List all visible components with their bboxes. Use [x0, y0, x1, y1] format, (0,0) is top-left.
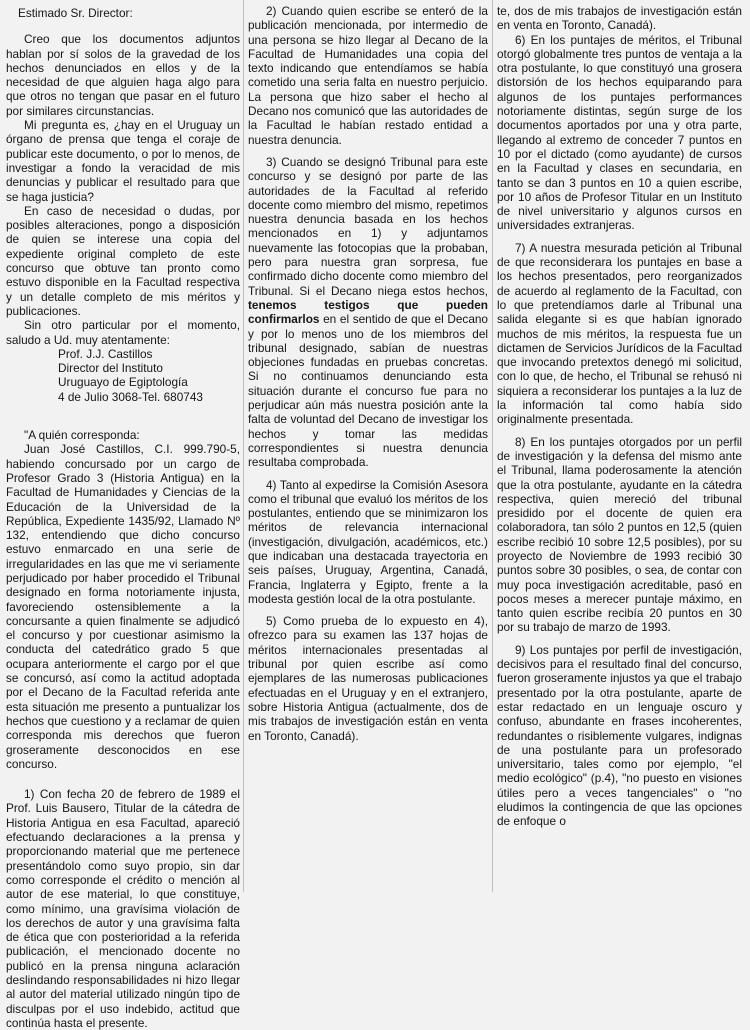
letter-paragraph-2: Mi pregunta es, ¿hay en el Uruguay un órgano de prensa que tenga el coraje de publicar este documento, o por lo menos, de investigar a fondo la veracidad de mis denuncias y publicar el resultado para que se haga justicia?: [6, 118, 240, 204]
complaint-point-1: 1) Con fecha 20 de febrero de 1989 el Prof. Luis Bausero, Titular de la cátedra de Historia Antigua en esa Facultad, apareció efectuando declaraciones a la prensa y proporcionando material que me pertenece presentándolo como suyo propio, sin dar como corresponde el crédito o mención al autor de ese material, lo que constituye, como mínimo, una gravísima violación de los derechos de autor y una gravísima falta de ética que con posterioridad a la referida publicación, el mencionado docente no publicó en la prensa ninguna aclaración deslindando responsabilidades ni hizo llegar al autor del material utilizado ningún tipo de disculpas por el uso indebido, actitud que continúa hasta el presente.: [6, 787, 240, 1030]
signature-address: 4 de Julio 3068-Tel. 680743: [58, 389, 203, 404]
column-left: [6, 4, 240, 1030]
complaint-point-8: 8) En los puntajes otorgados por un perfil de investigación y la defensa del mismo ante el Tribunal, llama poderosamente la atención que la otra postulante, ayudante en la cátedra respectiva, quien mereció del tribunal presidido por el docente de quien era colaboradora, tan sólo 2 puntos en 12,5 (quien escribe recibió 10 sobre 12,5 posibles), por su proyecto de Noviembre de 1993 recibió 30 puntos sobre 30 posibles, o sea, de contar con muy poca investigación acreditable, pasó en pocos meses a merecer puntaje máximo, en tanto quien escribe recibía 20 puntos en 30 por su trabajo de marzo de 1993.: [497, 434, 742, 635]
complaint-point-9: 9) Los puntajes por perfil de investigación, decisivos para el resultado final del concurso, fueron groseramente injustos ya que el trabajo presentado por la otra postulante, aparte de estar redactado en un lenguaje oscuro y confuso, abundante en frases incoherentes, redundantes o risiblemente vulgares, indignas de una postulante para un profesorado universitario, tales como por ejemplo, "el medio ecológico" (p.4), "no puesto en visiones útiles pero a veces tangenciales" o "no eludimos la contingencia de que las opciones de enfoque o: [497, 642, 742, 829]
point-3-text-b: en el sentido de que el Decano y por lo menos uno de los miembros del tribunal designado, sabían de nuestras objeciones fundadas en pruebas concretas. Si no continuamos denunciando esta situación durante el concurso fue para no perjudicar aún más nuestra posición ante la falta de voluntad del Decano de investigar los hechos y tomar las medidas correspondientes si nuestra denuncia resultaba comprobada.: [248, 312, 488, 470]
complaint-point-7: 7) A nuestra mesurada petición al Tribunal de que reconsiderara los puntajes en base a los hechos presentados, pero reorganizados de acuerdo al reglamento de la Facultad, con lo que pretendíamos darle al Tribunal una salida elegante si es que habían ignorado muchos de mis méritos, la respuesta fue un dictamen de Servicios Jurídicos de la Facultad que invocando pretextos denegó mi solicitud, con lo que, de hecho, el Tribunal se rehusó ni siquiera a reconsiderar los puntajes a la luz de la información tal como había sido originalmente presentada.: [497, 240, 742, 427]
column-right: [497, 4, 742, 829]
letter-salutation: Estimado Sr. Director:: [18, 6, 133, 20]
signature-title-2: Uruguayo de Egiptología: [58, 375, 188, 390]
complaint-point-4: 4) Tanto al expedirse la Comisión Asesora como el tribunal que evaluó los méritos de los postulantes, entiendo que se minimizaron los méritos de relevancia internacional (investigación, divulgación, académicos, etc.) que indicaban una destacada trayectoria en seis países, Uruguay, Argentina, Canadá, Francia, Inglaterra y Egipto, frente a la modesta gestión local de la otra postulante.: [248, 477, 488, 606]
column-rule: [243, 0, 244, 892]
complaint-opening: "A quién corresponda:: [24, 428, 140, 443]
complaint-point-6: 6) En los puntajes de méritos, el Tribunal otorgó globalmente tres puntos de ventaja a la otra postulante, lo que constituyó una grosera distorsión de los hechos equiparando para algunos de los puntajes performances notoriamente distintas, según surge de los documentos aportados por una y otra parte, llegando al extremo de conceder 7 puntos en 10 por el dictado (como ayudante) de cursos en la Facultad y clases en secundaria, en tanto se dan 3 puntos en 10 a quien escribe, por 10 años de Profesor Titular en un Instituto de nivel universitario y algunos cursos en universidades extranjeras.: [497, 32, 742, 233]
letter-paragraph-4: Sin otro particular por el momento, saludo a Ud. muy atentamente:: [6, 318, 240, 347]
complaint-point-5: 5) Como prueba de lo expuesto en 4), ofrezco para su examen las 137 hojas de méritos internacionales presentadas al tribunal por quien escribe así como ejemplares de las numerosas publicaciones efectuadas en el Uruguay y en el extranjero, sobre Historia Antigua (actualmente, dos de mis trabajos de investigación están en venta en Toronto, Canadá).: [248, 614, 488, 743]
complaint-point-2: 2) Cuando quien escribe se enteró de la publicación mencionada, por intermedio de una persona se hizo llegar al Decano de la Facultad de Humanidades una copia del texto indicando que entendíamos se había cometido una seria falta en nuestro perjuicio. La persona que hizo saber el hecho al Decano nos comunicó que las autoridades de la Facultad le habían restado entidad a nuestra denuncia.: [248, 4, 488, 147]
complaint-point-3: [248, 155, 488, 470]
letter-paragraph-1: Creo que los documentos adjuntos hablan por sí solos de la gravedad de los hechos denunciados en ellos y de la necesidad de que alguien haga algo para que otros no tengan que pasar en el futuro por similares circunstancias.: [6, 32, 240, 118]
point-3-text-a: 3) Cuando se designó Tribunal para este concurso y se designó por parte de las autoridades de la Facultad al referido docente como miembro del mismo, repetimos nuestra denuncia basada en los hechos mencionados en 1) y adjuntamos nuevamente las fotocopias que la probaban, pero para nuestra gran sorpresa, fue confirmado dicho docente como miembro del Tribunal. Si el Decano niega estos hechos,: [248, 154, 488, 298]
signature-name: Prof. J.J. Castillos: [58, 346, 153, 361]
column-middle: [248, 4, 488, 743]
column-rule: [492, 0, 493, 892]
point-3-emphasis: tenemos testigos que pueden confirmarlos: [248, 297, 488, 327]
letter-paragraph-3: En caso de necesidad o dudas, por posibles alteraciones, pongo a disposición de quien se interese una copia del expediente original completo de este concurso que obtuve tan pronto como estuvo disponible en la Facultad respectiva y un detalle completo de mis méritos y publicaciones.: [6, 203, 240, 318]
complaint-point-5-continued: te, dos de mis trabajos de investigación están en venta en Toronto, Canadá).: [497, 4, 742, 33]
complaint-intro: Juan José Castillos, C.I. 999.790-5, habiendo concursado por un cargo de Profesor Grado 3 (Historia Antigua) en la Facultad de Humanidades y Ciencias de la Educación de la Universidad de la República, Expediente 1435/92, Llamado Nº 132, entendiendo que dicho concurso estuvo enmarcado en una serie de irregularidades en las que me vi seriamente perjudicado por haber procedido el Tribunal designado en forma notoriamente injusta, favoreciendo ostensiblemente a la concursante a quien finalmente se adjudicó el concurso y por cuestionar asimismo la conducta del catedrático grado 5 que ocupara anteriormente el cargo por el que se concursó, así como la actitud adoptada por el Decano de la Facultad referida ante esta situación me presento a puntualizar los hechos que cuestiono y a reclamar de quien corresponda mis derechos que fueron groseramente desconocidos en ese concurso.: [6, 442, 240, 771]
signature-title-1: Director del Instituto: [58, 361, 163, 376]
